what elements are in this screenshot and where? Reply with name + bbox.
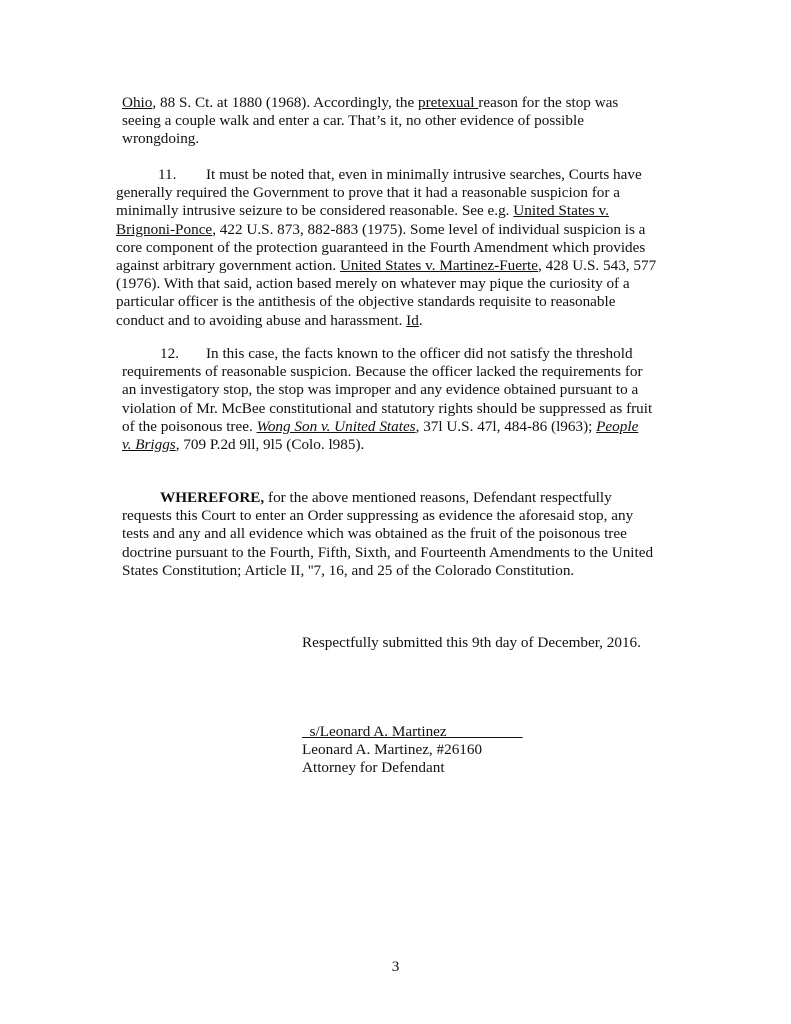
line: core component of the protection guaranteed in the Fourth Amendment which provides [116,238,646,256]
citation-people-v-briggs: People [596,417,639,435]
word-pretexual: pretexual [417,94,479,111]
line: against arbitrary government action. United States v. Martinez-Fuerte, 428 U.S. 543, 577 [116,257,657,275]
signature-line: s/Leonard A. Martinez [302,723,523,740]
citation-id: Id [406,311,419,329]
line: violation of Mr. McBee constitutional and statutory rights should be suppressed as fruit [122,399,653,417]
attorney-title: Attorney for Defendant [302,759,445,777]
line: of the poisonous tree. Wong Son v. United States, 37l U.S. 47l, 484-86 (l963); People [122,417,639,435]
citation-people-v-briggs-cont: v. Briggs [122,436,176,454]
line: particular officer is the antithesis of the objective standards requisite to reasonable [116,293,616,311]
line: requirements of reasonable suspicion. Because the officer lacked the requirements for [122,363,643,381]
citation-brignoni-ponce: United States v. [513,202,609,220]
line: 11. It must be noted that, even in minimally intrusive searches, Courts have [158,166,642,183]
line: minimally intrusive seizure to be considered reasonable. See e.g. United States v. [116,202,609,220]
page-number: 3 [391,958,400,975]
line: States Constitution; Article II, ''7, 16, and 25 of the Colorado Constitution. [122,561,575,579]
submission-date-line: Respectfully submitted this 9th day of December, 2016. [302,634,641,651]
citation-ohio: Ohio [122,94,153,111]
line: requests this Court to enter an Order suppressing as evidence the aforesaid stop, any [122,507,634,525]
paragraph-number: 11. [158,166,177,183]
signature-block [302,723,662,778]
paragraph-11 [116,166,686,330]
line: 12. In this case, the facts known to the officer did not satisfy the threshold [160,345,633,362]
line: Ohio, 88 S. Ct. at 1880 (1968). Accordingly, the pretexual reason for the stop was [122,94,619,111]
line: generally required the Government to prove that it had a reasonable suspicion for a [116,184,620,202]
attorney-name: Leonard A. Martinez, #26160 [302,741,483,759]
citation-martinez-fuerte: United States v. Martinez-Fuerte [339,257,539,275]
line: conduct and to avoiding abuse and harassment. Id. [116,311,423,329]
line: WHEREFORE, for the above mentioned reasons, Defendant respectfully [160,489,612,506]
citation-brignoni-ponce-cont: Brignoni-Ponce [116,220,213,238]
line: wrongdoing. [122,130,200,148]
line: doctrine pursuant to the Fourth, Fifth, Sixth, and Fourteenth Amendments to the United [122,543,654,561]
wherefore-lead: WHEREFORE, [160,489,265,506]
line: tests and any and all evidence which was obtained as the fruit of the poisonous tree [122,525,627,543]
paragraph-continuation [122,94,682,149]
paragraph-12 [122,345,692,454]
line: Brignoni-Ponce, 422 U.S. 873, 882-883 (1975). Some level of individual suspicion is a [116,220,646,238]
line: (1976). With that said, action based merely on whatever may pique the curiosity of a [116,275,630,293]
line: seeing a couple walk and enter a car. That’s it, no other evidence of possible [122,112,584,130]
wherefore-clause [122,489,692,580]
line: an investigatory stop, the stop was improper and any evidence obtained pursuant to a [122,381,639,399]
paragraph-number: 12. [160,345,179,362]
citation-wong-son: Wong Son v. United States [256,417,416,435]
line: v. Briggs, 709 P.2d 9ll, 9l5 (Colo. l985). [122,436,365,454]
